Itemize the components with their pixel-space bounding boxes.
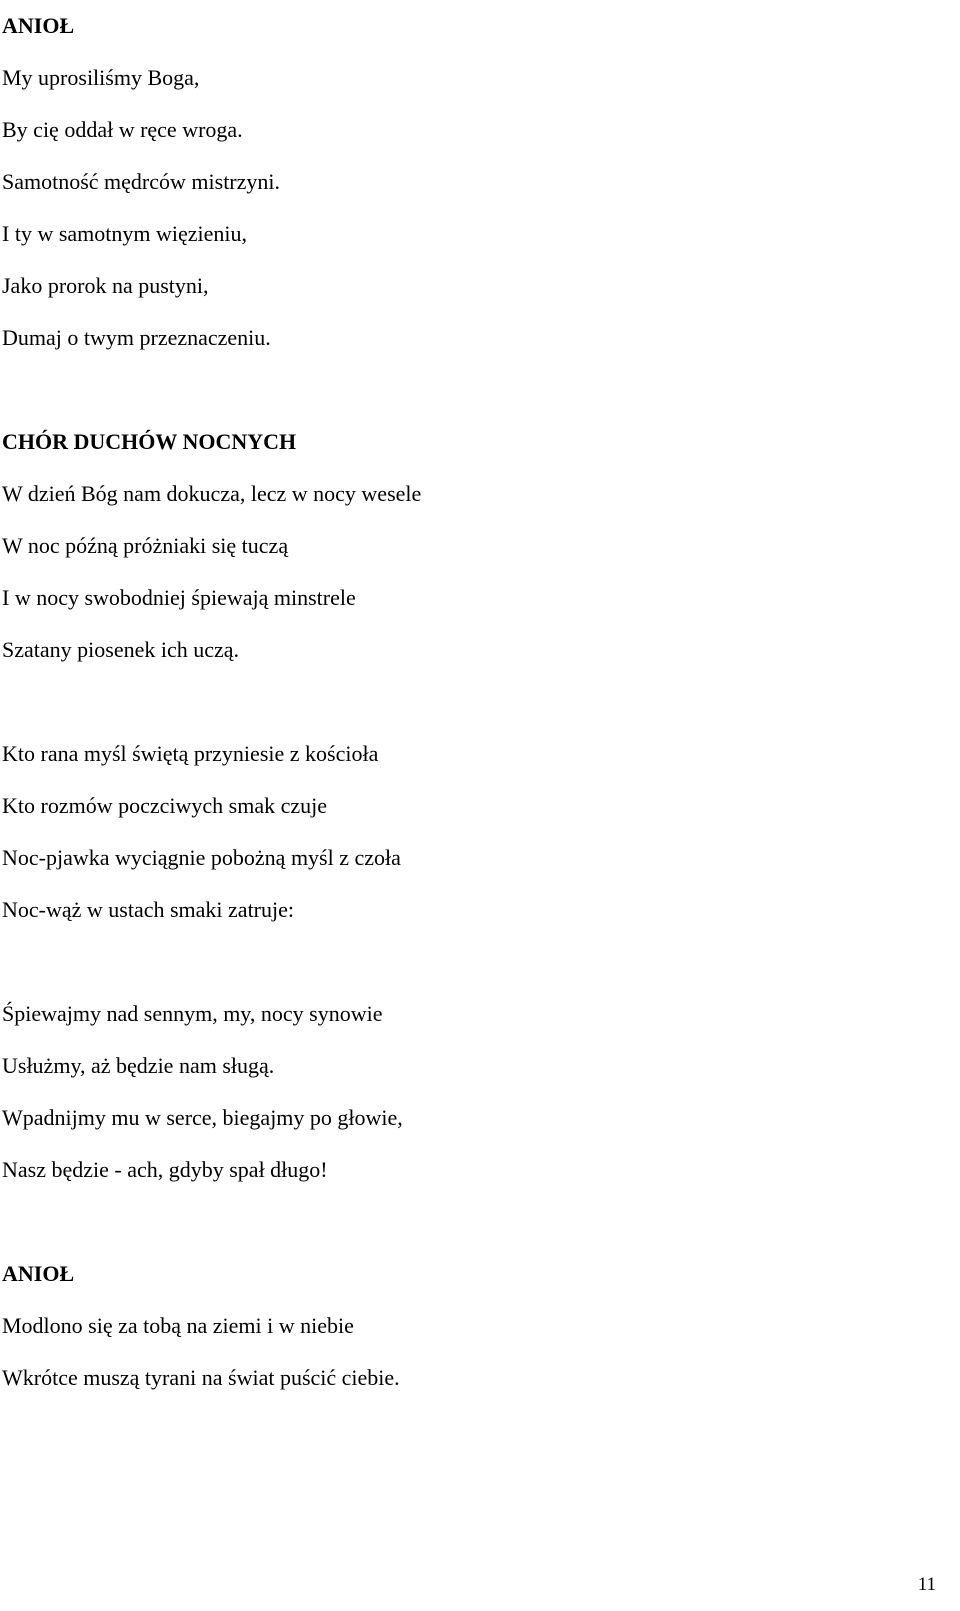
verse-line: By cię oddał w ręce wroga.	[2, 117, 243, 142]
stanza-gap	[2, 936, 942, 988]
verse-line: Kto rozmów poczciwych smak czuje	[2, 793, 327, 818]
speaker-name: ANIOŁ	[2, 13, 75, 38]
verse-line: W noc późną próżniaki się tuczą	[2, 533, 289, 558]
stanza	[2, 988, 942, 1196]
verse-line: Śpiewajmy nad sennym, my, nocy synowie	[2, 1001, 383, 1026]
stanza	[2, 468, 942, 676]
verse-line: Dumaj o twym przeznaczeniu.	[2, 325, 271, 350]
verse-line: Noc-pjawka wyciągnie pobożną myśl z czoła	[2, 845, 401, 870]
verse-line: I w nocy swobodniej śpiewają minstrele	[2, 585, 356, 610]
verse-line: My uprosiliśmy Boga,	[2, 65, 200, 90]
verse-line: Modlono się za tobą na ziemi i w niebie	[2, 1313, 354, 1338]
verse-line: Wpadnijmy mu w serce, biegajmy po głowie,	[2, 1105, 403, 1130]
section-chor	[2, 416, 942, 1196]
stanza	[2, 728, 942, 936]
speaker-name: CHÓR DUCHÓW NOCNYCH	[2, 429, 297, 454]
verse-line: Jako prorok na pustyni,	[2, 273, 209, 298]
section-aniol-2	[2, 1248, 942, 1404]
page-number: 11	[917, 1574, 936, 1595]
document-page	[2, 0, 942, 1404]
section-aniol-1	[2, 0, 942, 364]
verse-line: Usłużmy, aż będzie nam sługą.	[2, 1053, 275, 1078]
verse-line: Wkrótce muszą tyrani na świat puścić ciebie.	[2, 1365, 400, 1390]
verse-line: Samotność mędrców mistrzyni.	[2, 169, 281, 194]
speaker-name: ANIOŁ	[2, 1261, 75, 1286]
verse-line: Szatany piosenek ich uczą.	[2, 637, 240, 662]
verse-line: I ty w samotnym więzieniu,	[2, 221, 248, 246]
stanza-gap	[2, 364, 942, 416]
stanza-gap	[2, 1196, 942, 1248]
verse-line: Nasz będzie - ach, gdyby spał długo!	[2, 1157, 328, 1182]
verse-line: W dzień Bóg nam dokucza, lecz w nocy wesele	[2, 481, 422, 506]
stanza-gap	[2, 676, 942, 728]
verse-line: Kto rana myśl świętą przyniesie z kościoła	[2, 741, 379, 766]
verse-line: Noc-wąż w ustach smaki zatruje:	[2, 897, 294, 922]
